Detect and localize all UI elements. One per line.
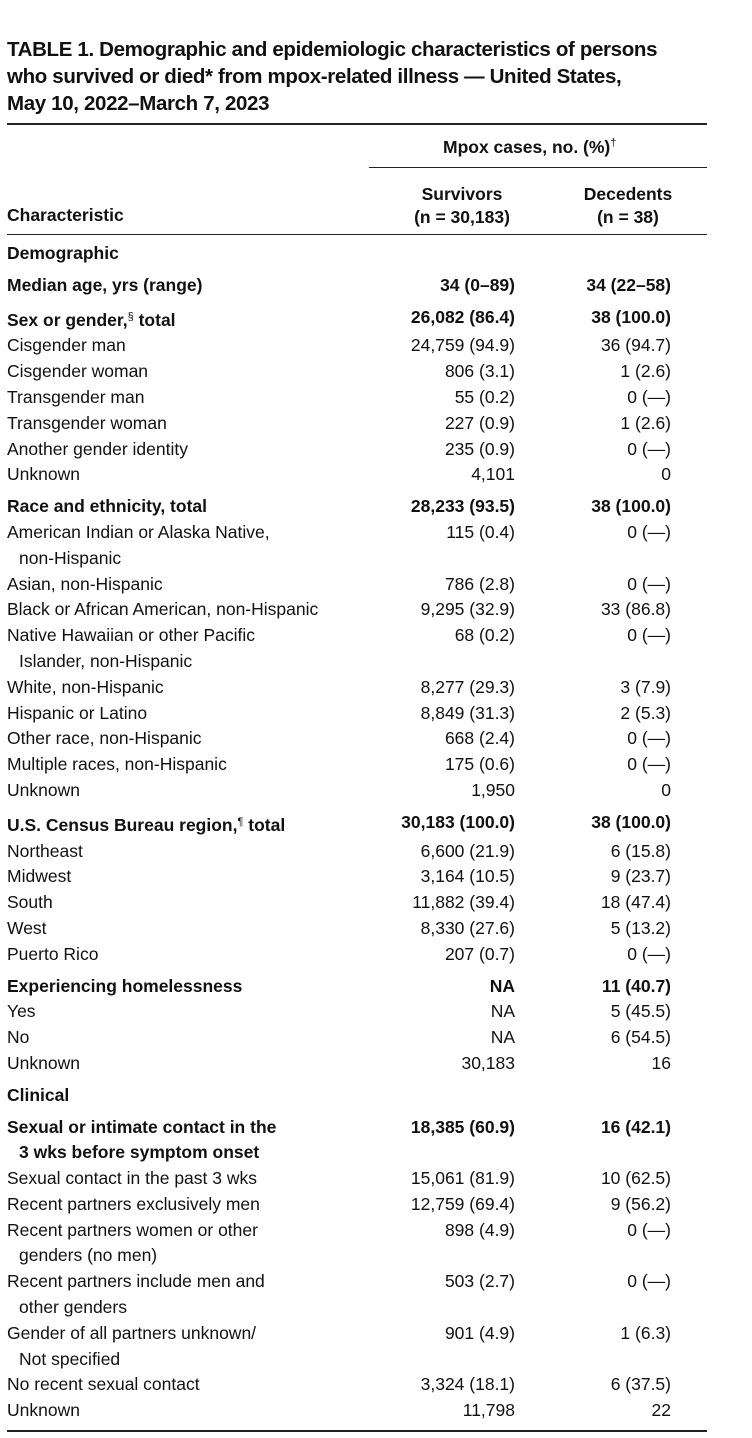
survivors-value: 175 (0.6)	[444, 754, 515, 775]
decedents-value: 0 (—)	[627, 521, 671, 542]
row-label: Unknown	[7, 1400, 80, 1421]
table-row	[7, 810, 707, 839]
table-row	[7, 572, 707, 598]
table-row	[7, 437, 707, 463]
row-label-continuation: non-Hispanic	[19, 547, 122, 568]
title-line: who survived or died* from mpox-related illness — United States,	[7, 65, 622, 88]
decedents-value: 0 (—)	[627, 386, 671, 407]
table-row	[7, 273, 707, 299]
decedents-value: 2 (5.3)	[620, 702, 671, 723]
decedents-value: 1 (6.3)	[620, 1322, 671, 1343]
title-line: May 10, 2022–March 7, 2023	[7, 92, 270, 115]
row-label: U.S. Census Bureau region,¶ total	[7, 814, 286, 835]
survivors-value: 55 (0.2)	[454, 386, 515, 407]
bottom-rule	[7, 1430, 707, 1432]
table-row	[7, 942, 707, 968]
row-label: Sex or gender,§ total	[7, 309, 176, 330]
survivors-value: NA	[490, 1001, 515, 1022]
table-row	[7, 778, 707, 804]
survivors-value: 4,101	[471, 464, 515, 485]
row-label: Black or African American, non-Hispanic	[7, 599, 319, 620]
survivors-value: 68 (0.2)	[454, 625, 515, 646]
survivors-value: 12,759 (69.4)	[410, 1193, 515, 1214]
row-label: Recent partners exclusively men	[7, 1193, 260, 1214]
decedents-value: 16 (42.1)	[600, 1116, 671, 1137]
table-row	[7, 1115, 707, 1167]
table-row	[7, 1051, 707, 1077]
row-label: South	[7, 892, 53, 913]
row-label: Unknown	[7, 464, 80, 485]
title-line: TABLE 1. Demographic and epidemiologic characteristics of persons	[7, 38, 658, 61]
row-label: No recent sexual contact	[7, 1374, 200, 1395]
row-label: No	[7, 1027, 30, 1048]
table-row	[7, 333, 707, 359]
table-row	[7, 462, 707, 488]
survivors-value: 3,164 (10.5)	[420, 866, 515, 887]
table-row	[7, 916, 707, 942]
row-label: Other race, non-Hispanic	[7, 728, 202, 749]
row-label-continuation: Islander, non-Hispanic	[19, 650, 193, 671]
row-label-continuation: other genders	[19, 1297, 127, 1318]
column-headers	[7, 168, 707, 235]
row-label: Race and ethnicity, total	[7, 496, 207, 517]
characteristic-header: Characteristic	[7, 205, 124, 225]
row-label-continuation: 3 wks before symptom onset	[19, 1142, 260, 1163]
row-label: Experiencing homelessness	[7, 975, 243, 996]
decedents-value: 22	[651, 1400, 671, 1421]
decedents-value: 0	[661, 779, 671, 800]
decedents-value: 34 (22–58)	[586, 274, 671, 295]
survivors-value: 8,277 (29.3)	[420, 676, 515, 697]
decedents-value: 38 (100.0)	[591, 306, 671, 327]
decedents-value: 36 (94.7)	[600, 335, 671, 356]
decedents-value: 33 (86.8)	[600, 599, 671, 620]
row-label: Another gender identity	[7, 438, 188, 459]
row-label-continuation: Not specified	[19, 1348, 121, 1369]
row-label: Northeast	[7, 840, 83, 861]
survivors-value: 235 (0.9)	[444, 438, 515, 459]
table-body	[7, 241, 707, 1424]
row-label: Native Hawaiian or other Pacific Islander, non-Hispanic	[7, 623, 379, 675]
table-row	[7, 1192, 707, 1218]
table-row	[7, 1321, 707, 1373]
table-row	[7, 701, 707, 727]
survivors-value: 668 (2.4)	[444, 728, 515, 749]
survivors-value: 6,600 (21.9)	[420, 840, 515, 861]
decedents-value: 38 (100.0)	[591, 496, 671, 517]
table-row	[7, 1218, 707, 1270]
survivors-value: 207 (0.7)	[444, 943, 515, 964]
table-row	[7, 675, 707, 701]
table-row	[7, 385, 707, 411]
survivors-value: NA	[490, 1027, 515, 1048]
decedents-value: 18 (47.4)	[600, 892, 671, 913]
decedents-value: 9 (23.7)	[610, 866, 671, 887]
row-label: Multiple races, non-Hispanic	[7, 754, 227, 775]
row-label: Clinical	[7, 1084, 70, 1105]
row-label: Recent partners women or other genders (no men)	[7, 1218, 379, 1270]
table-row	[7, 305, 707, 334]
row-label: Cisgender man	[7, 335, 126, 356]
decedents-value: 6 (15.8)	[610, 840, 671, 861]
row-label: American Indian or Alaska Native, non-Hispanic	[7, 520, 379, 572]
table-row	[7, 1398, 707, 1424]
survivors-value: NA	[489, 975, 515, 996]
table-row	[7, 999, 707, 1025]
survivors-value: 24,759 (94.9)	[410, 335, 515, 356]
footnote-mark: †	[610, 137, 617, 149]
decedents-value: 6 (37.5)	[610, 1374, 671, 1395]
decedents-value: 0 (—)	[627, 573, 671, 594]
table-title	[7, 36, 707, 117]
decedents-value: 0 (—)	[627, 754, 671, 775]
row-label: Transgender man	[7, 386, 145, 407]
decedents-value: 0 (—)	[627, 438, 671, 459]
footnote-mark: ¶	[237, 815, 244, 828]
table-row	[7, 1025, 707, 1051]
survivors-value: 28,233 (93.5)	[410, 496, 515, 517]
row-label: Sexual or intimate contact in the 3 wks before symptom onset	[7, 1115, 379, 1167]
decedents-value: 3 (7.9)	[620, 676, 671, 697]
table-row	[7, 890, 707, 916]
spanning-header-label: Mpox cases, no. (%)†	[443, 137, 617, 157]
survivors-value: 15,061 (81.9)	[410, 1168, 515, 1189]
table-row	[7, 494, 707, 520]
spanning-header	[7, 125, 707, 168]
decedents-value: 10 (62.5)	[600, 1168, 671, 1189]
survivors-value: 1,950	[471, 779, 515, 800]
row-label: Recent partners include men and other genders	[7, 1269, 379, 1321]
survivors-value: 30,183 (100.0)	[401, 811, 515, 832]
table-row	[7, 520, 707, 572]
decedents-value: 6 (54.5)	[610, 1027, 671, 1048]
decedents-value: 0 (—)	[627, 1271, 671, 1292]
row-label: Puerto Rico	[7, 943, 99, 964]
decedents-value: 0 (—)	[627, 1219, 671, 1240]
survivors-header: Survivors (n = 30,183)	[414, 184, 510, 227]
row-label: Sexual contact in the past 3 wks	[7, 1168, 257, 1189]
decedents-value: 0 (—)	[627, 943, 671, 964]
survivors-value: 8,330 (27.6)	[420, 917, 515, 938]
table-row	[7, 1372, 707, 1398]
survivors-value: 806 (3.1)	[444, 361, 515, 382]
decedents-value: 11 (40.7)	[601, 975, 671, 996]
table-row	[7, 411, 707, 437]
table-row	[7, 359, 707, 385]
table-row	[7, 1269, 707, 1321]
row-label: Unknown	[7, 779, 80, 800]
decedents-value: 0 (—)	[627, 625, 671, 646]
survivors-value: 8,849 (31.3)	[420, 702, 515, 723]
row-label: Cisgender woman	[7, 361, 149, 382]
table-row	[7, 864, 707, 890]
table-row	[7, 726, 707, 752]
row-label: Demographic	[7, 243, 119, 263]
row-label: Unknown	[7, 1052, 80, 1073]
survivors-value: 30,183	[461, 1052, 515, 1073]
decedents-value: 38 (100.0)	[591, 811, 671, 832]
table-row	[7, 839, 707, 865]
decedents-value: 1 (2.6)	[620, 412, 671, 433]
decedents-value: 0 (—)	[627, 728, 671, 749]
decedents-value: 9 (56.2)	[610, 1193, 671, 1214]
footnote-mark: §	[127, 310, 134, 323]
decedents-header: Decedents (n = 38)	[583, 184, 673, 227]
row-label: Yes	[7, 1001, 36, 1022]
row-label: Gender of all partners unknown/ Not specified	[7, 1321, 379, 1373]
table-row	[7, 597, 707, 623]
survivors-value: 3,324 (18.1)	[420, 1374, 515, 1395]
survivors-value: 11,882 (39.4)	[412, 892, 515, 913]
decedents-value: 0	[661, 464, 671, 485]
survivors-value: 18,385 (60.9)	[410, 1116, 515, 1137]
row-label: Midwest	[7, 866, 72, 887]
survivors-value: 786 (2.8)	[444, 573, 515, 594]
decedents-value: 16	[651, 1052, 671, 1073]
survivors-value: 11,798	[462, 1400, 515, 1421]
survivors-value: 34 (0–89)	[440, 274, 515, 295]
row-label: West	[7, 917, 47, 938]
survivors-value: 898 (4.9)	[444, 1219, 515, 1240]
decedents-value: 5 (13.2)	[610, 917, 671, 938]
row-label: Median age, yrs (range)	[7, 274, 203, 295]
survivors-value: 227 (0.9)	[444, 412, 515, 433]
table-row	[7, 974, 707, 1000]
row-label: Asian, non-Hispanic	[7, 573, 163, 594]
table-row	[7, 241, 707, 267]
row-label-continuation: genders (no men)	[19, 1245, 158, 1266]
table-row	[7, 1166, 707, 1192]
table-row	[7, 752, 707, 778]
table-container	[7, 0, 707, 1432]
decedents-value: 5 (45.5)	[610, 1001, 671, 1022]
survivors-value: 503 (2.7)	[444, 1271, 515, 1292]
survivors-value: 26,082 (86.4)	[410, 306, 515, 327]
survivors-value: 115 (0.4)	[446, 521, 515, 542]
row-label: White, non-Hispanic	[7, 676, 164, 697]
survivors-value: 901 (4.9)	[444, 1322, 515, 1343]
survivors-value: 9,295 (32.9)	[420, 599, 515, 620]
row-label: Transgender woman	[7, 412, 167, 433]
decedents-value: 1 (2.6)	[620, 361, 671, 382]
row-label: Hispanic or Latino	[7, 702, 148, 723]
table-row	[7, 1083, 707, 1109]
table-row	[7, 623, 707, 675]
